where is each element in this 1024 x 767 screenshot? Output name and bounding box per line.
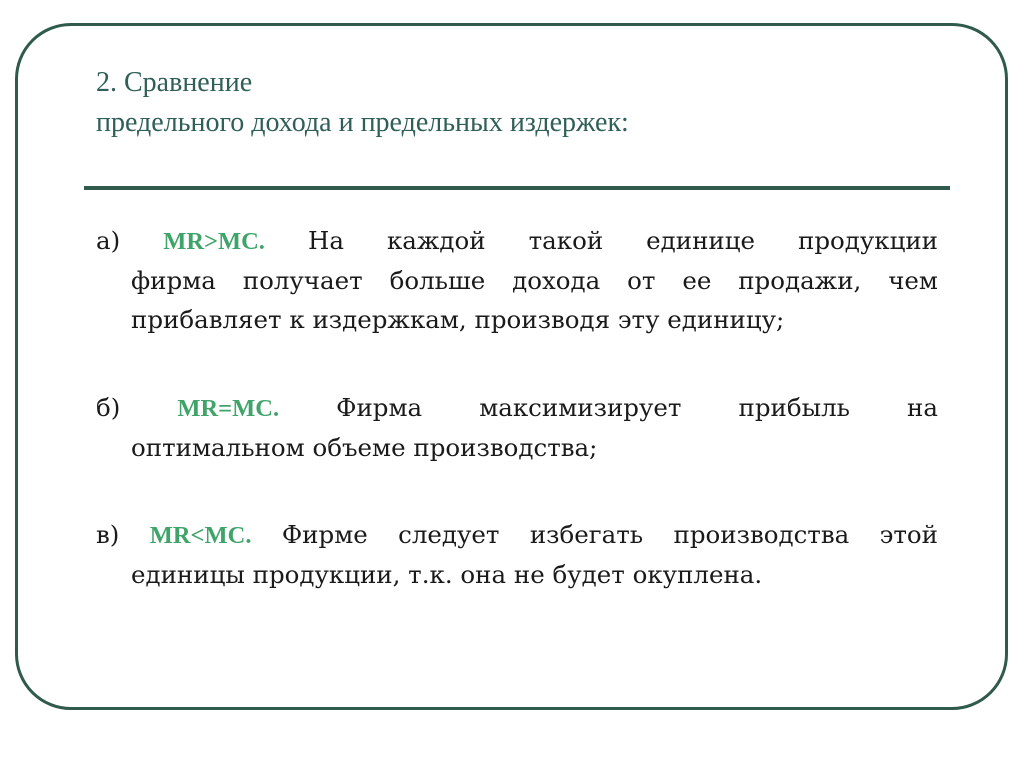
item-b-line-2: оптимальном объеме производства; [131, 433, 598, 462]
item-c-line-2: единицы продукции, т.к. она не будет окуплена. [131, 560, 763, 589]
item-c-key: MR<MC. [149, 522, 252, 549]
item-c-line-1 [96, 515, 938, 555]
item-c-text-1: Фирме следует избегать производства этой [281, 520, 938, 549]
item-c-marker: в) [96, 520, 120, 549]
item-b-line-1 [96, 388, 938, 428]
item-a-line-2: фирма получает больше дохода от ее продажи, чем [131, 266, 938, 295]
item-a-text-1: На каждой такой единице продукции [307, 226, 939, 255]
list-item-b [96, 388, 938, 467]
slide-title [96, 63, 916, 143]
item-b-marker: б) [96, 393, 121, 422]
item-b-text-1: Фирма максимизирует прибыль на [336, 393, 938, 422]
title-divider [84, 186, 950, 190]
item-a-line-1 [96, 221, 938, 261]
list-item-a [96, 221, 938, 339]
title-line-2: предельного дохода и предельных издержек: [96, 107, 629, 138]
item-a-line-3: прибавляет к издержкам, производя эту единицу; [131, 305, 785, 334]
title-line-1: 2. Сравнение [96, 67, 253, 98]
item-a-key: MR>MC. [163, 228, 265, 255]
list-item-c [96, 515, 938, 594]
item-b-key: MR=MC. [177, 395, 280, 422]
item-a-marker: а) [96, 226, 121, 255]
